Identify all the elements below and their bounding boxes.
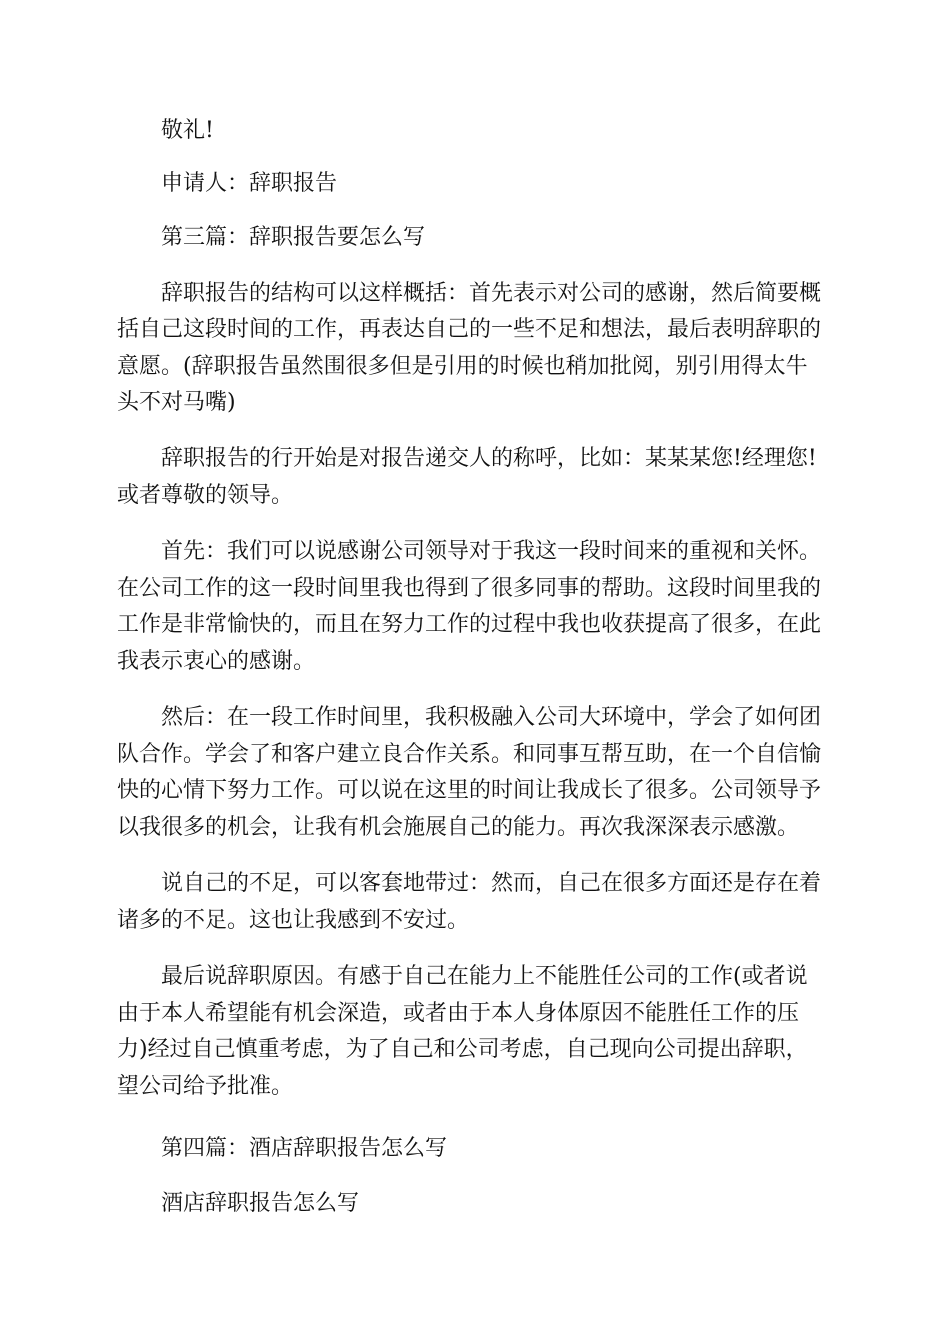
paragraph-first-line-2: 在公司工作的这一段时间里我也得到了很多同事的帮助。这段时间里我的 — [117, 576, 822, 601]
paragraph-structure-line-2: 括自己这段时间的工作，再表达自己的一些不足和想法，最后表明辞职的 — [117, 317, 822, 342]
section-subtitle: 酒店辞职报告怎么写 — [161, 1191, 360, 1216]
paragraph-reason-line-3: 力)经过自己慎重考虑，为了自己和公司考虑，自己现向公司提出辞职， — [117, 1037, 808, 1062]
paragraph-reason-line-2: 由于本人希望能有机会深造，或者由于本人身体原因不能胜任工作的压 — [117, 1001, 800, 1026]
paragraph-structure-line-3: 意愿。(辞职报告虽然围很多但是引用的时候也稍加批阅，别引用得太牛 — [117, 354, 808, 379]
paragraph-then-line-1: 然后：在一段工作时间里，我积极融入公司大环境中，学会了如何团 — [161, 705, 822, 730]
closing-line: 敬礼! — [161, 118, 214, 143]
paragraph-reason-line-1: 最后说辞职原因。有感于自己在能力上不能胜任公司的工作(或者说 — [161, 964, 808, 989]
section-heading-4: 第四篇：酒店辞职报告怎么写 — [161, 1136, 448, 1161]
paragraph-salutation-line-1: 辞职报告的行开始是对报告递交人的称呼，比如：某某某您!经理您! — [161, 446, 817, 471]
section-heading-3: 第三篇：辞职报告要怎么写 — [161, 225, 426, 250]
paragraph-then-line-4: 以我很多的机会，让我有机会施展自己的能力。再次我深深表示感激。 — [117, 815, 800, 840]
paragraph-first-line-4: 我表示衷心的感谢。 — [117, 649, 316, 674]
paragraph-then-line-3: 快的心情下努力工作。可以说在这里的时间让我成长了很多。公司领导予 — [117, 778, 822, 803]
paragraph-first-line-3: 工作是非常愉快的，而且在努力工作的过程中我也收获提高了很多，在此 — [117, 612, 822, 637]
paragraph-shortcomings-line-1: 说自己的不足，可以客套地带过：然而，自己在很多方面还是存在着 — [161, 871, 822, 896]
paragraph-reason-line-4: 望公司给予批准。 — [117, 1074, 294, 1099]
paragraph-then-line-2: 队合作。学会了和客户建立良合作关系。和同事互帮互助，在一个自信愉 — [117, 742, 822, 767]
paragraph-salutation-line-2: 或者尊敬的领导。 — [117, 483, 294, 508]
applicant-line: 申请人：辞职报告 — [161, 171, 338, 196]
paragraph-structure-line-4: 头不对马嘴) — [117, 390, 236, 415]
paragraph-structure-line-1: 辞职报告的结构可以这样概括：首先表示对公司的感谢，然后简要概 — [161, 281, 822, 306]
paragraph-shortcomings-line-2: 诸多的不足。这也让我感到不安过。 — [117, 908, 470, 933]
paragraph-first-line-1: 首先：我们可以说感谢公司领导对于我这一段时间来的重视和关怀。 — [161, 539, 822, 564]
